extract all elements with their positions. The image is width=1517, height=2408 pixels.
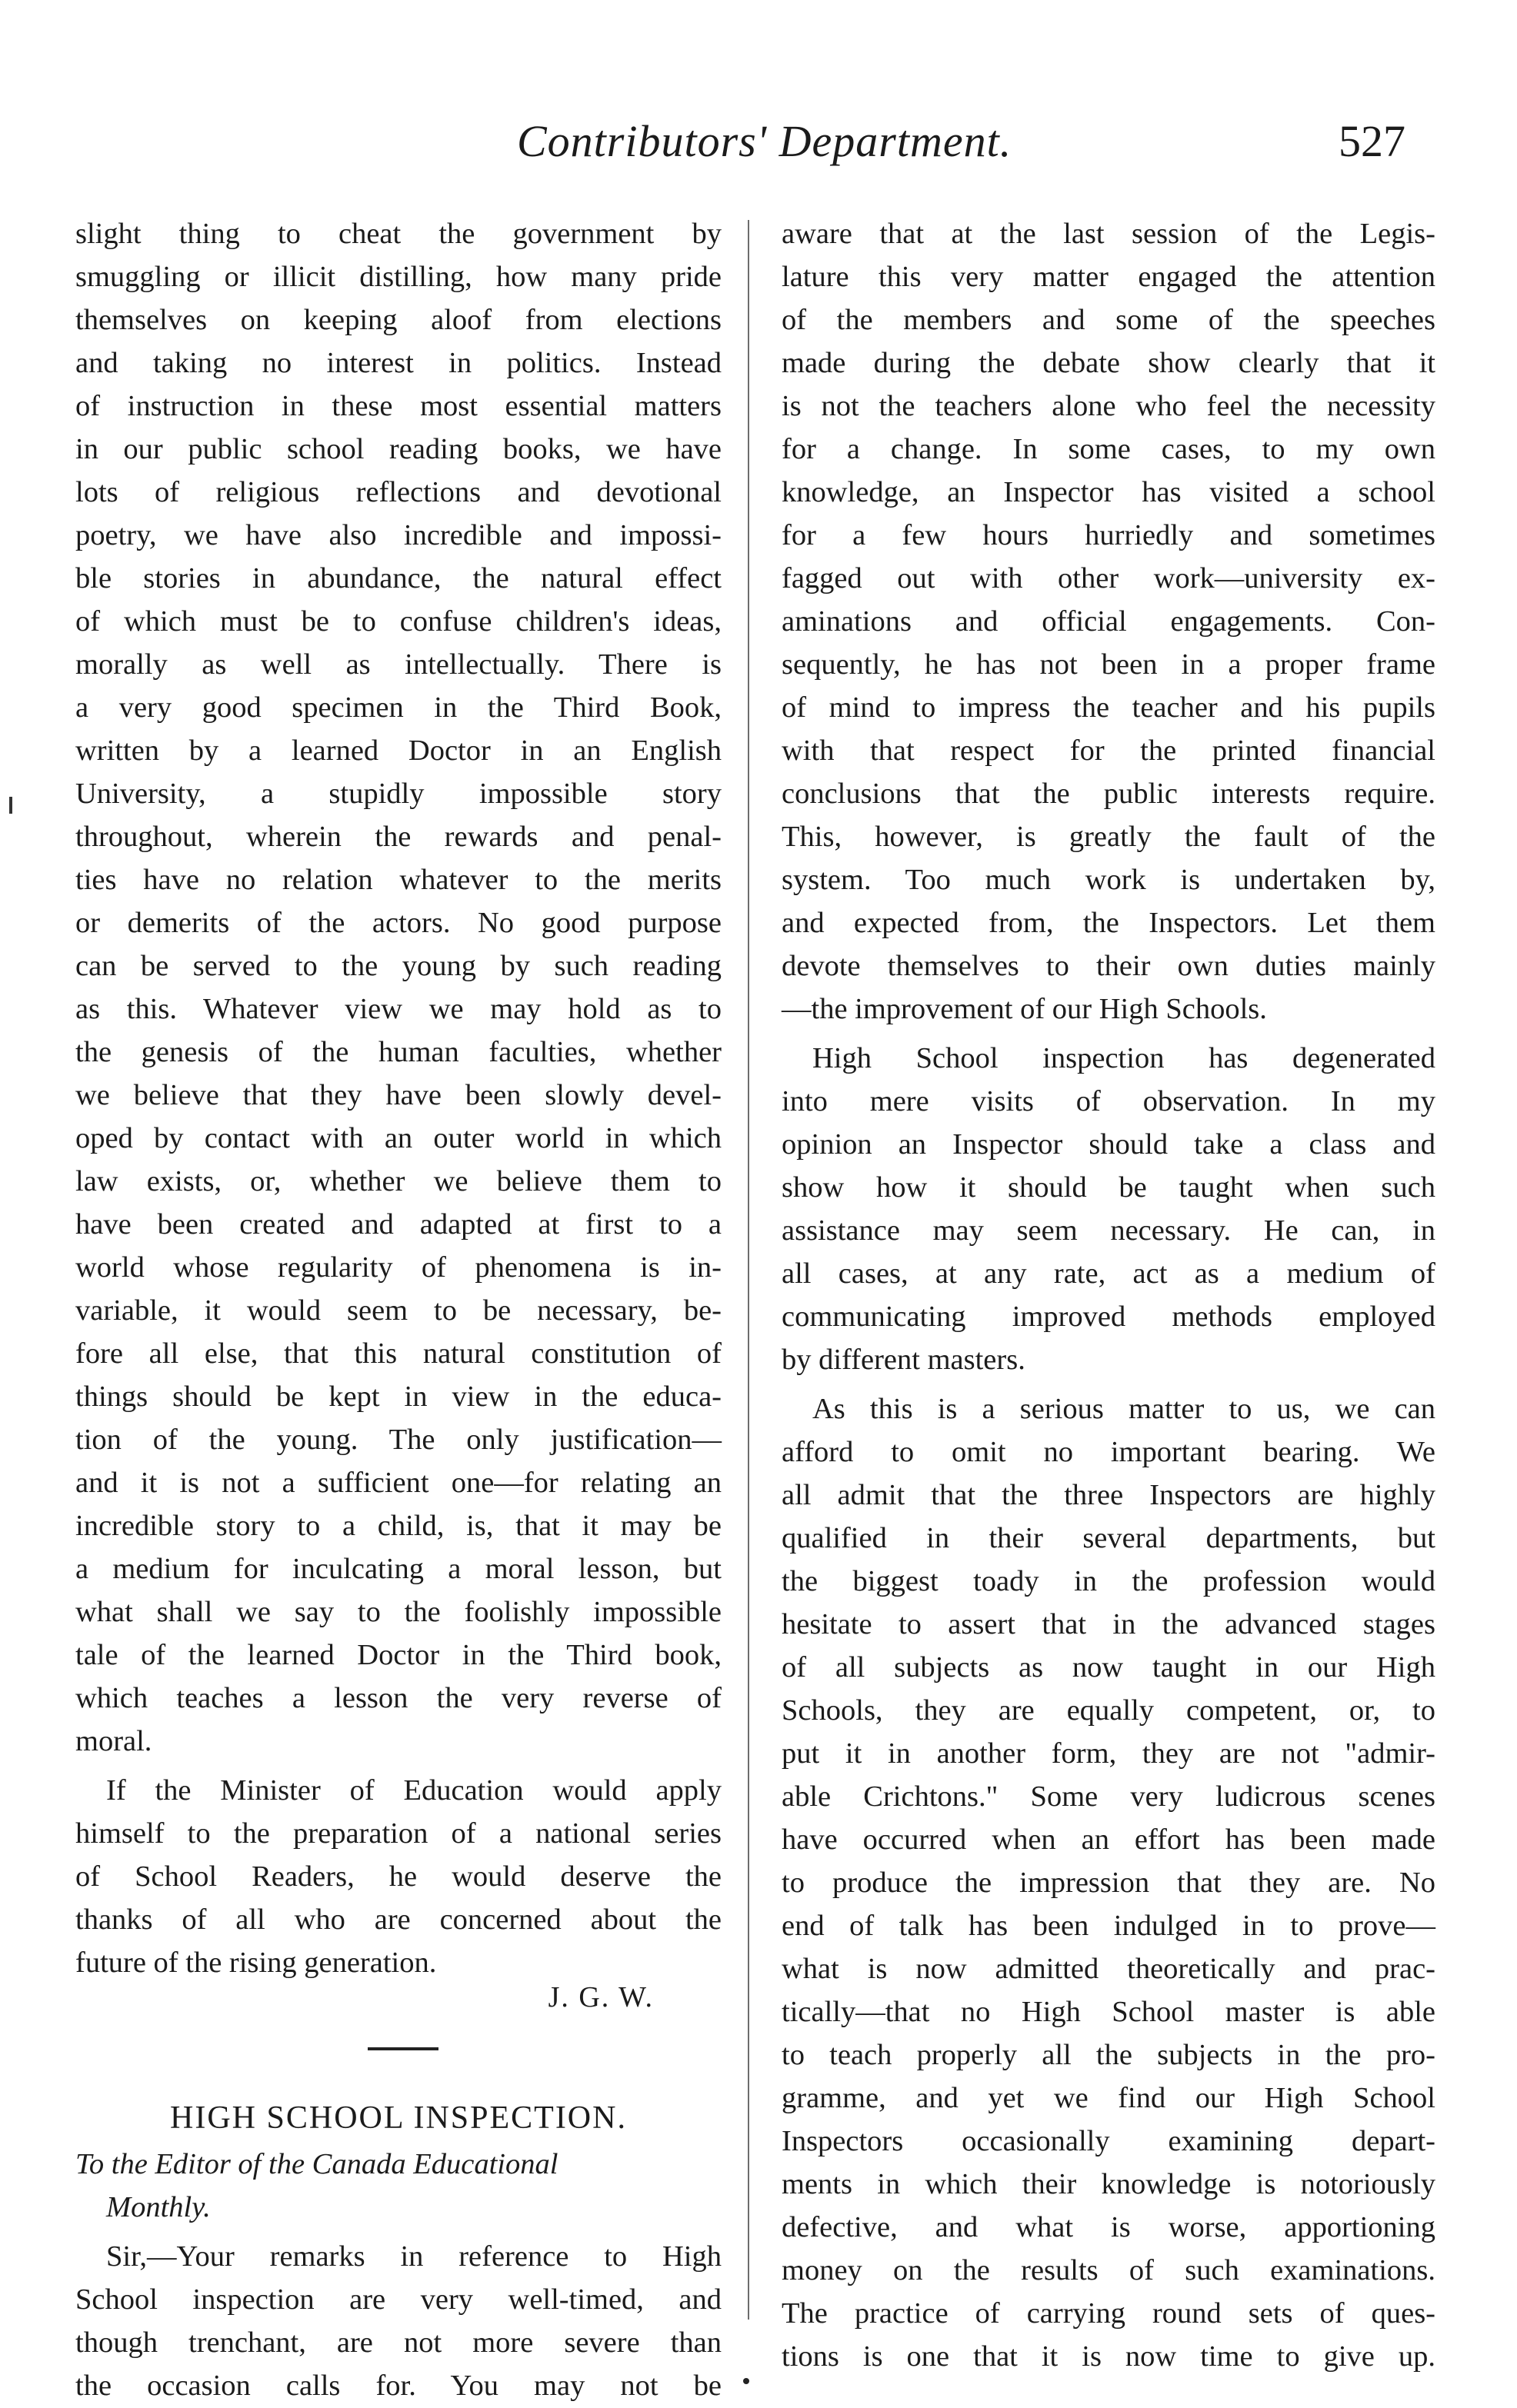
text-line: communicating improved methods employed <box>782 1301 1435 1333</box>
text-line: Inspectors occasionally examining depart- <box>782 2125 1435 2157</box>
text-line: ments in which their knowledge is notoriously <box>782 2168 1435 2200</box>
text-line: moral. <box>75 1725 152 1757</box>
text-line: slight thing to cheat the government by <box>75 218 722 250</box>
text-line: is not the teachers alone who feel the necessity <box>782 390 1435 422</box>
text-line: afford to omit no important bearing. We <box>782 1436 1435 1468</box>
text-line: the occasion calls for. You may not be <box>75 2370 722 2402</box>
letter-opening-paragraph <box>75 2235 722 2407</box>
text-line: ble stories in abundance, the natural effect <box>75 562 722 595</box>
text-line: world whose regularity of phenomena is in- <box>75 1251 722 1284</box>
text-line: in our public school reading books, we have <box>75 433 722 465</box>
text-line: all cases, at any rate, act as a medium of <box>782 1257 1435 1290</box>
text-line: lature this very matter engaged the attention <box>782 261 1435 293</box>
text-line: poetry, we have also incredible and impossi- <box>75 519 722 551</box>
text-line: future of the rising generation. <box>75 1947 437 1979</box>
text-line: ties have no relation whatever to the merits <box>75 864 722 896</box>
paragraph-inspection-degenerated <box>782 1037 1435 1381</box>
text-line: morally as well as intellectually. There is <box>75 648 722 681</box>
text-line: law exists, or, whether we believe them to <box>75 1165 722 1197</box>
text-line: gramme, and yet we find our High School <box>782 2082 1435 2114</box>
paragraph-continued <box>75 212 722 1763</box>
text-line: for a change. In some cases, to my own <box>782 433 1435 465</box>
text-line: to teach properly all the subjects in the pro- <box>782 2039 1435 2071</box>
text-line: himself to the preparation of a national series <box>75 1817 722 1850</box>
text-line: what shall we say to the foolishly impossible <box>75 1596 722 1628</box>
text-line: though trenchant, are not more severe than <box>75 2326 722 2359</box>
text-line: If the Minister of Education would apply <box>106 1774 722 1807</box>
paragraph-serious-matter <box>782 1387 1435 2378</box>
text-line: opinion an Inspector should take a class and <box>782 1128 1435 1161</box>
text-line: a medium for inculcating a moral lesson, but <box>75 1553 722 1585</box>
text-line: thanks of all who are concerned about the <box>75 1903 722 1936</box>
text-line: a very good specimen in the Third Book, <box>75 691 722 724</box>
right-column <box>782 212 1435 2378</box>
text-line: can be served to the young by such reading <box>75 950 722 982</box>
addressee-line-1: To the Editor of the Canada Educational <box>75 2148 558 2180</box>
text-line: defective, and what is worse, apportioning <box>782 2211 1435 2243</box>
text-line: as this. Whatever view we may hold as to <box>75 993 722 1025</box>
text-line: money on the results of such examinations. <box>782 2254 1435 2286</box>
text-line: sequently, he has not been in a proper frame <box>782 648 1435 681</box>
text-line: by different masters. <box>782 1344 1025 1376</box>
text-line: The practice of carrying round sets of ques- <box>782 2297 1435 2330</box>
section-divider-rule <box>368 2047 438 2050</box>
paragraph-legislature <box>782 212 1435 1031</box>
text-line: made during the debate show clearly that it <box>782 347 1435 379</box>
text-line: able Crichtons." Some very ludicrous scenes <box>782 1780 1435 1813</box>
print-artifact-dot <box>743 2378 749 2384</box>
letter-addressee <box>75 2143 722 2229</box>
text-line: of instruction in these most essential matters <box>75 390 722 422</box>
text-line: School inspection are very well-timed, and <box>75 2283 722 2316</box>
text-line: qualified in their several departments, but <box>782 1522 1435 1554</box>
running-title: Contributors' Department. <box>517 116 1012 166</box>
author-signature: J. G. W. <box>548 1981 654 2013</box>
text-line: end of talk has been indulged in to prove— <box>782 1910 1435 1942</box>
text-line: —the improvement of our High Schools. <box>782 993 1267 1025</box>
text-line: themselves on keeping aloof from elections <box>75 304 722 336</box>
text-line: of mind to impress the teacher and his pupils <box>782 691 1435 724</box>
text-line: for a few hours hurriedly and sometimes <box>782 519 1435 551</box>
text-line: devote themselves to their own duties mainly <box>782 950 1435 982</box>
text-line: the biggest toady in the profession would <box>782 1565 1435 1597</box>
section-heading: HIGH SCHOOL INSPECTION. <box>170 2100 627 2136</box>
text-line: incredible story to a child, is, that it may be <box>75 1510 722 1542</box>
text-line: we believe that they have been slowly devel- <box>75 1079 722 1111</box>
text-line: conclusions that the public interests require. <box>782 778 1435 810</box>
text-line: have occurred when an effort has been made <box>782 1823 1435 1856</box>
text-line: which teaches a lesson the very reverse of <box>75 1682 722 1714</box>
text-line: tale of the learned Doctor in the Third book, <box>75 1639 722 1671</box>
print-artifact-mark <box>9 797 12 814</box>
text-line: Sir,—Your remarks in reference to High <box>106 2240 722 2273</box>
text-line: tion of the young. The only justification— <box>75 1424 722 1456</box>
text-line: written by a learned Doctor in an English <box>75 734 722 767</box>
text-line: lots of religious reflections and devotional <box>75 476 722 508</box>
text-line: assistance may seem necessary. He can, in <box>782 1214 1435 1247</box>
left-column <box>75 212 722 2407</box>
text-line: have been created and adapted at first to a <box>75 1208 722 1241</box>
text-line: University, a stupidly impossible story <box>75 778 722 810</box>
text-line: tions is one that it is now time to give up. <box>782 2340 1435 2373</box>
running-head <box>0 115 1517 177</box>
page-number: 527 <box>1339 116 1405 166</box>
column-divider-rule <box>748 220 749 2320</box>
text-line: all admit that the three Inspectors are highly <box>782 1479 1435 1511</box>
addressee-line-2: Monthly. <box>106 2191 211 2223</box>
text-line: Schools, they are equally competent, or, to <box>782 1694 1435 1727</box>
text-line: knowledge, an Inspector has visited a school <box>782 476 1435 508</box>
text-line: show how it should be taught when such <box>782 1171 1435 1204</box>
text-line: throughout, wherein the rewards and penal- <box>75 821 722 853</box>
text-line: High School inspection has degenerated <box>812 1042 1435 1074</box>
text-line: the genesis of the human faculties, whether <box>75 1036 722 1068</box>
text-line: oped by contact with an outer world in which <box>75 1122 722 1154</box>
text-line: tically—that no High School master is able <box>782 1996 1435 2028</box>
text-line: of which must be to confuse children's ideas, <box>75 605 722 638</box>
text-line: what is now admitted theoretically and prac- <box>782 1953 1435 1985</box>
text-line: of all subjects as now taught in our High <box>782 1651 1435 1684</box>
text-line: of the members and some of the speeches <box>782 304 1435 336</box>
text-line: fore all else, that this natural constitution of <box>75 1337 722 1370</box>
text-line: put it in another form, they are not "admir- <box>782 1737 1435 1770</box>
text-line: smuggling or illicit distilling, how many pride <box>75 261 722 293</box>
paragraph-minister-of-education <box>75 1769 722 1984</box>
text-line: system. Too much work is undertaken by, <box>782 864 1435 896</box>
text-line: As this is a serious matter to us, we can <box>812 1393 1435 1425</box>
text-line: variable, it would seem to be necessary, be- <box>75 1294 722 1327</box>
text-line: with that respect for the printed financial <box>782 734 1435 767</box>
text-line: fagged out with other work—university ex- <box>782 562 1435 595</box>
text-line: and taking no interest in politics. Instead <box>75 347 722 379</box>
text-line: into mere visits of observation. In my <box>782 1085 1435 1117</box>
text-line: or demerits of the actors. No good purpose <box>75 907 722 939</box>
text-line: This, however, is greatly the fault of the <box>782 821 1435 853</box>
text-line: aware that at the last session of the Legis- <box>782 218 1435 250</box>
text-line: aminations and official engagements. Con- <box>782 605 1435 638</box>
text-line: of School Readers, he would deserve the <box>75 1860 722 1893</box>
text-line: and expected from, the Inspectors. Let them <box>782 907 1435 939</box>
text-line: hesitate to assert that in the advanced stages <box>782 1608 1435 1640</box>
text-line: things should be kept in view in the educa- <box>75 1381 722 1413</box>
text-line: and it is not a sufficient one—for relating an <box>75 1467 722 1499</box>
text-line: to produce the impression that they are. No <box>782 1867 1435 1899</box>
